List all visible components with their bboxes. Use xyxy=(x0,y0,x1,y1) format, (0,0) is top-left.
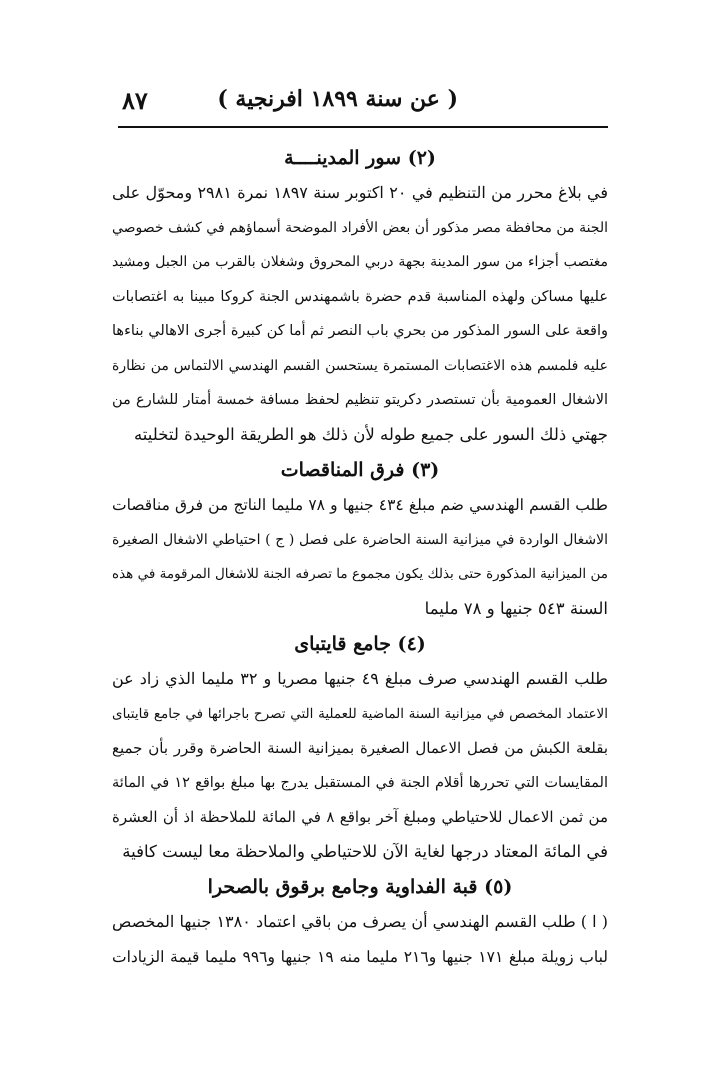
text-line: لباب زويلة مبلغ ١٧١ جنيها و٢١٦ مليما منه ١٩ جنيها و٩٩٦ مليما قيمة الزيادات xyxy=(112,947,608,966)
paragraph xyxy=(112,905,608,974)
section-title: (٥) قبة الفداوية وجامع برقوق بالصحرا xyxy=(207,876,513,898)
text-line: مغتصب أجزاء من سور المدينة بجهة دربي المحروق وشغلان بالقرب من الجبل ومشيد xyxy=(112,254,608,270)
section-qaitbay-mosque xyxy=(112,626,608,869)
text-line: واقعة على السور المذكور من بحري باب النصر ثم أما كن كبيرة أجرى الاهالي بناءها xyxy=(112,323,608,339)
text-line: عليها مساكن ولهذه المناسبة قدم حضرة باشمهندس الجنة كروكا مبينا به اغتصابات xyxy=(112,288,608,305)
section-title: (٣) فرق المناقصات xyxy=(280,459,440,481)
text-line: الجنة من محافظة مصر مذكور أن بعض الأفراد الموضحة أسماؤهم في كشف خصوصي xyxy=(112,219,608,236)
text-line: جهتي ذلك السور على جميع طوله لأن ذلك هو الطريقة الوحيدة لتخليته xyxy=(133,424,608,444)
section-fadawiya-dome-barquq-mosque xyxy=(112,869,608,974)
page-header xyxy=(118,86,608,126)
running-title: ( عن سنة ١٨٩٩ افرنجية ) xyxy=(217,86,458,112)
text-line: في المائة المعتاد درجها لغاية الآن للاحتياطي والملاحظة معا ليست كافية xyxy=(122,841,608,861)
section-title: (٢) سور المدينــــة xyxy=(284,147,436,169)
page-body xyxy=(112,140,608,974)
text-line: الاعتماد المخصص في ميزانية السنة الماضية للعملية التي تصرح باجرائها في جامع قايتباى xyxy=(112,705,608,722)
text-line: طلب القسم الهندسي صرف مبلغ ٤٩ جنيها مصريا و ٣٢ مليما الذي زاد عن xyxy=(112,669,608,688)
text-line: الاشغال العمومية بأن تستصدر دكريتو تنظيم لحفظ مسافة خمسة أمتار للشارع من xyxy=(112,392,608,408)
text-line: طلب القسم الهندسي ضم مبلغ ٤٣٤ جنيها و ٧٨ مليما الناتج من فرق مناقصات xyxy=(112,496,608,514)
text-line: المقايسات التي تحررها أقلام الجنة في المستقبل يدرج بها مبلغ بواقع ١٢ في المائة xyxy=(112,774,608,791)
text-line: عليه فلمسم هذه الاغتصابات المستمرة يستحسن القسم الهندسي الالتماس من نظارة xyxy=(112,357,608,374)
section-bid-differences xyxy=(112,452,608,626)
paragraph xyxy=(112,176,608,452)
text-line: بقلعة الكبش من فصل الاعمال الصغيرة بميزانية السنة الحاضرة وقرر بأن جميع xyxy=(112,739,608,757)
text-line: الاشغال الواردة في ميزانية السنة الحاضرة على فصل ( ج ) احتياطي الاشغال الصغيرة xyxy=(112,531,608,548)
text-line: ( ا ) طلب القسم الهندسي أن يصرف من باقي اعتماد ١٣٨٠ جنيها المخصص xyxy=(112,912,609,931)
text-line: من ثمن الاعمال للاحتياطي ومبلغ آخر بواقع ٨ في المائة للملاحظة اذ أن العشرة xyxy=(112,808,609,826)
paragraph xyxy=(112,662,608,869)
header-rule xyxy=(118,126,608,128)
section-title: (٤) جامع قايتباى xyxy=(294,633,426,655)
text-line: السنة ٥٤٣ جنيها و ٧٨ مليما xyxy=(424,598,608,618)
section-city-wall xyxy=(112,140,608,452)
text-line: في بلاغ محرر من التنظيم في ٢٠ اكتوبر سنة ١٨٩٧ نمرة ٢٩٨١ ومحوّل على xyxy=(112,183,609,202)
paragraph xyxy=(112,488,608,626)
page-number: ٨٧ xyxy=(122,86,148,115)
text-line: من الميزانية المذكورة حتى بذلك يكون مجموع ما تصرفه الجنة للاشغال المرقومة في هذه xyxy=(112,566,608,582)
